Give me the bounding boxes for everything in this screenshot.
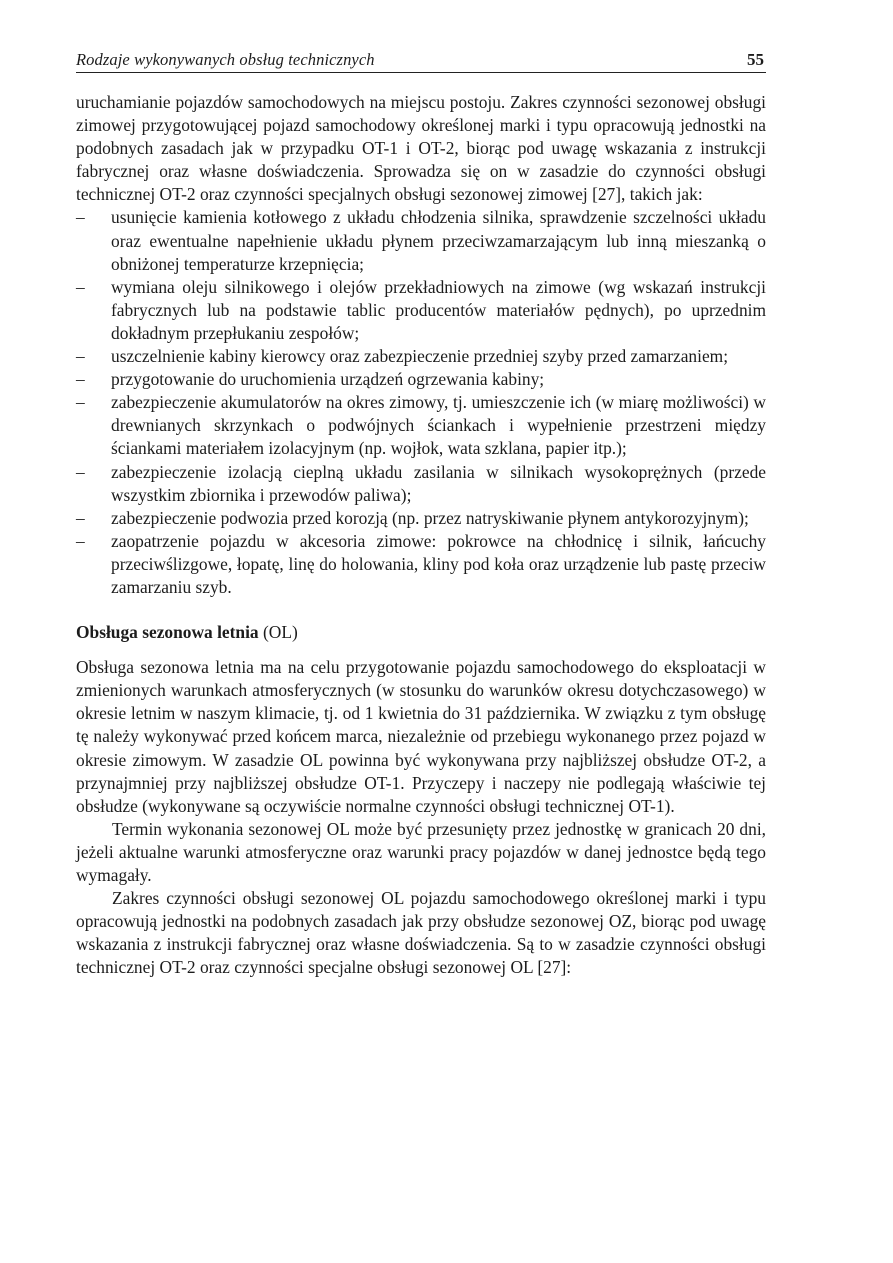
list-item-text: usunięcie kamienia kotłowego z układu chłodzenia silnika, sprawdzenie szczelności układu oraz ewentualne napełnienie układu płynem przeciwzamarzającym lub inną mieszanką o obniżonej temperaturze krzepnięcia; [111, 207, 766, 274]
list-dash: – [76, 507, 85, 528]
section-paragraph-3: Zakres czynności obsługi sezonowej OL pojazdu samochodowego określonej marki i typu opracowują jednostki na podobnych zasadach jak przy obsłudze sezonowej OZ, biorąc pod uwagę wskazania z instrukcji fabrycznej oraz własne doświadczenia. Są to w zasadzie czynności obsługi technicznej OT-2 oraz czynności specjalne obsługi sezonowej OL [27]: [76, 888, 766, 978]
list-item-text: zabezpieczenie akumulatorów na okres zimowy, tj. umieszczenie ich (w miarę możliwości) w drewnianych skrzynkach o podwójnych ściankach i wypełnienie przestrzeni między ściankami materiałem izolacyjnym (np. wojłok, wata szklana, papier itp.); [111, 392, 766, 459]
intro-paragraph: uruchamianie pojazdów samochodowych na miejscu postoju. Zakres czynności sezonowej obsługi zimowej przygotowującej pojazd samochodowy określonej marki i typu opracowują jednostki na podobnych zasadach jak w przypadku OT-1 i OT-2, biorąc pod uwagę wskazania z instrukcji fabrycznej oraz własne doświadczenia. Sprowadza się on w zasadzie do czynności obsługi technicznej OT-2 oraz czynności specjalnych obsługi sezonowej zimowej [27], takich jak: [76, 92, 766, 205]
list-item [76, 206, 766, 275]
list-dash: – [76, 461, 85, 482]
list-item-text: zabezpieczenie podwozia przed korozją (np. przez natryskiwanie płynem antykorozyjnym); [111, 507, 749, 528]
section-heading-abbr: (OL) [262, 622, 298, 643]
list-item [76, 276, 766, 345]
list-item [76, 530, 766, 599]
list-item-text: zaopatrzenie pojazdu w akcesoria zimowe: pokrowce na chłodnicę i silnik, łańcuchy przeciwślizgowe, łopatę, linę do holowania, kliny pod koła oraz urządzenie lub pastę przeciw zamarzaniu szyb. [111, 530, 766, 597]
section-heading [76, 621, 766, 644]
chapter-title: Rodzaje wykonywanych obsług technicznych [76, 50, 375, 69]
list-item [76, 345, 766, 368]
list-dash: – [76, 530, 85, 551]
book-page [76, 46, 766, 979]
list-dash: – [76, 276, 85, 297]
list-dash: – [76, 346, 85, 367]
page-body [76, 91, 766, 979]
list-dash: – [76, 392, 85, 413]
list-item-text: uszczelnienie kabiny kierowcy oraz zabezpieczenie przedniej szyby przed zamarzaniem; [111, 346, 729, 367]
section-heading-text: Obsługa sezonowa letnia [76, 622, 259, 643]
section-paragraph-1: Obsługa sezonowa letnia ma na celu przygotowanie pojazdu samochodowego do eksploatacji w zmienionych warunkach atmosferycznych (w stosunku do warunków okresu dotychczasowego) w okresie letnim w naszym klimacie, tj. od 1 kwietnia do 31 października. W związku z tym obsługę tę należy wykonywać przed końcem marca, niezależnie od przebiegu wykonanego przez pojazd w okresie zimowym. W zasadzie OL powinna być wykonywana przy najbliższej obsłudze OT-2, a przynajmniej przy najbliższej obsłudze OT-1. Przyczepy i naczepy nie podlegają właściwie tej obsłudze (wykonywane są oczywiście normalne czynności obsługi technicznej OT-1). [76, 657, 766, 816]
list-item-text: przygotowanie do uruchomienia urządzeń ogrzewania kabiny; [111, 369, 545, 390]
list-item [76, 368, 766, 391]
section-paragraph-2: Termin wykonania sezonowej OL może być przesunięty przez jednostkę w granicach 20 dni, jeżeli aktualne warunki atmosferyczne oraz warunki pracy pojazdów w danej jednostce będą tego wymagały. [76, 818, 766, 885]
list-item [76, 391, 766, 460]
list-dash: – [76, 207, 85, 228]
list-item-text: zabezpieczenie izolacją cieplną układu zasilania w silnikach wysokoprężnych (przede wszystkim zbiornika i przewodów paliwa); [111, 461, 766, 505]
list-item [76, 461, 766, 507]
winter-service-list [76, 206, 766, 599]
page-number: 55 [747, 50, 764, 69]
running-header [76, 46, 766, 73]
list-dash: – [76, 369, 85, 390]
list-item [76, 507, 766, 530]
list-item-text: wymiana oleju silnikowego i olejów przekładniowych na zimowe (wg wskazań instrukcji fabrycznych lub na podstawie tablic producentów materiałów pędnych), po uprzednim dokładnym przepłukaniu zespołów; [111, 276, 766, 343]
